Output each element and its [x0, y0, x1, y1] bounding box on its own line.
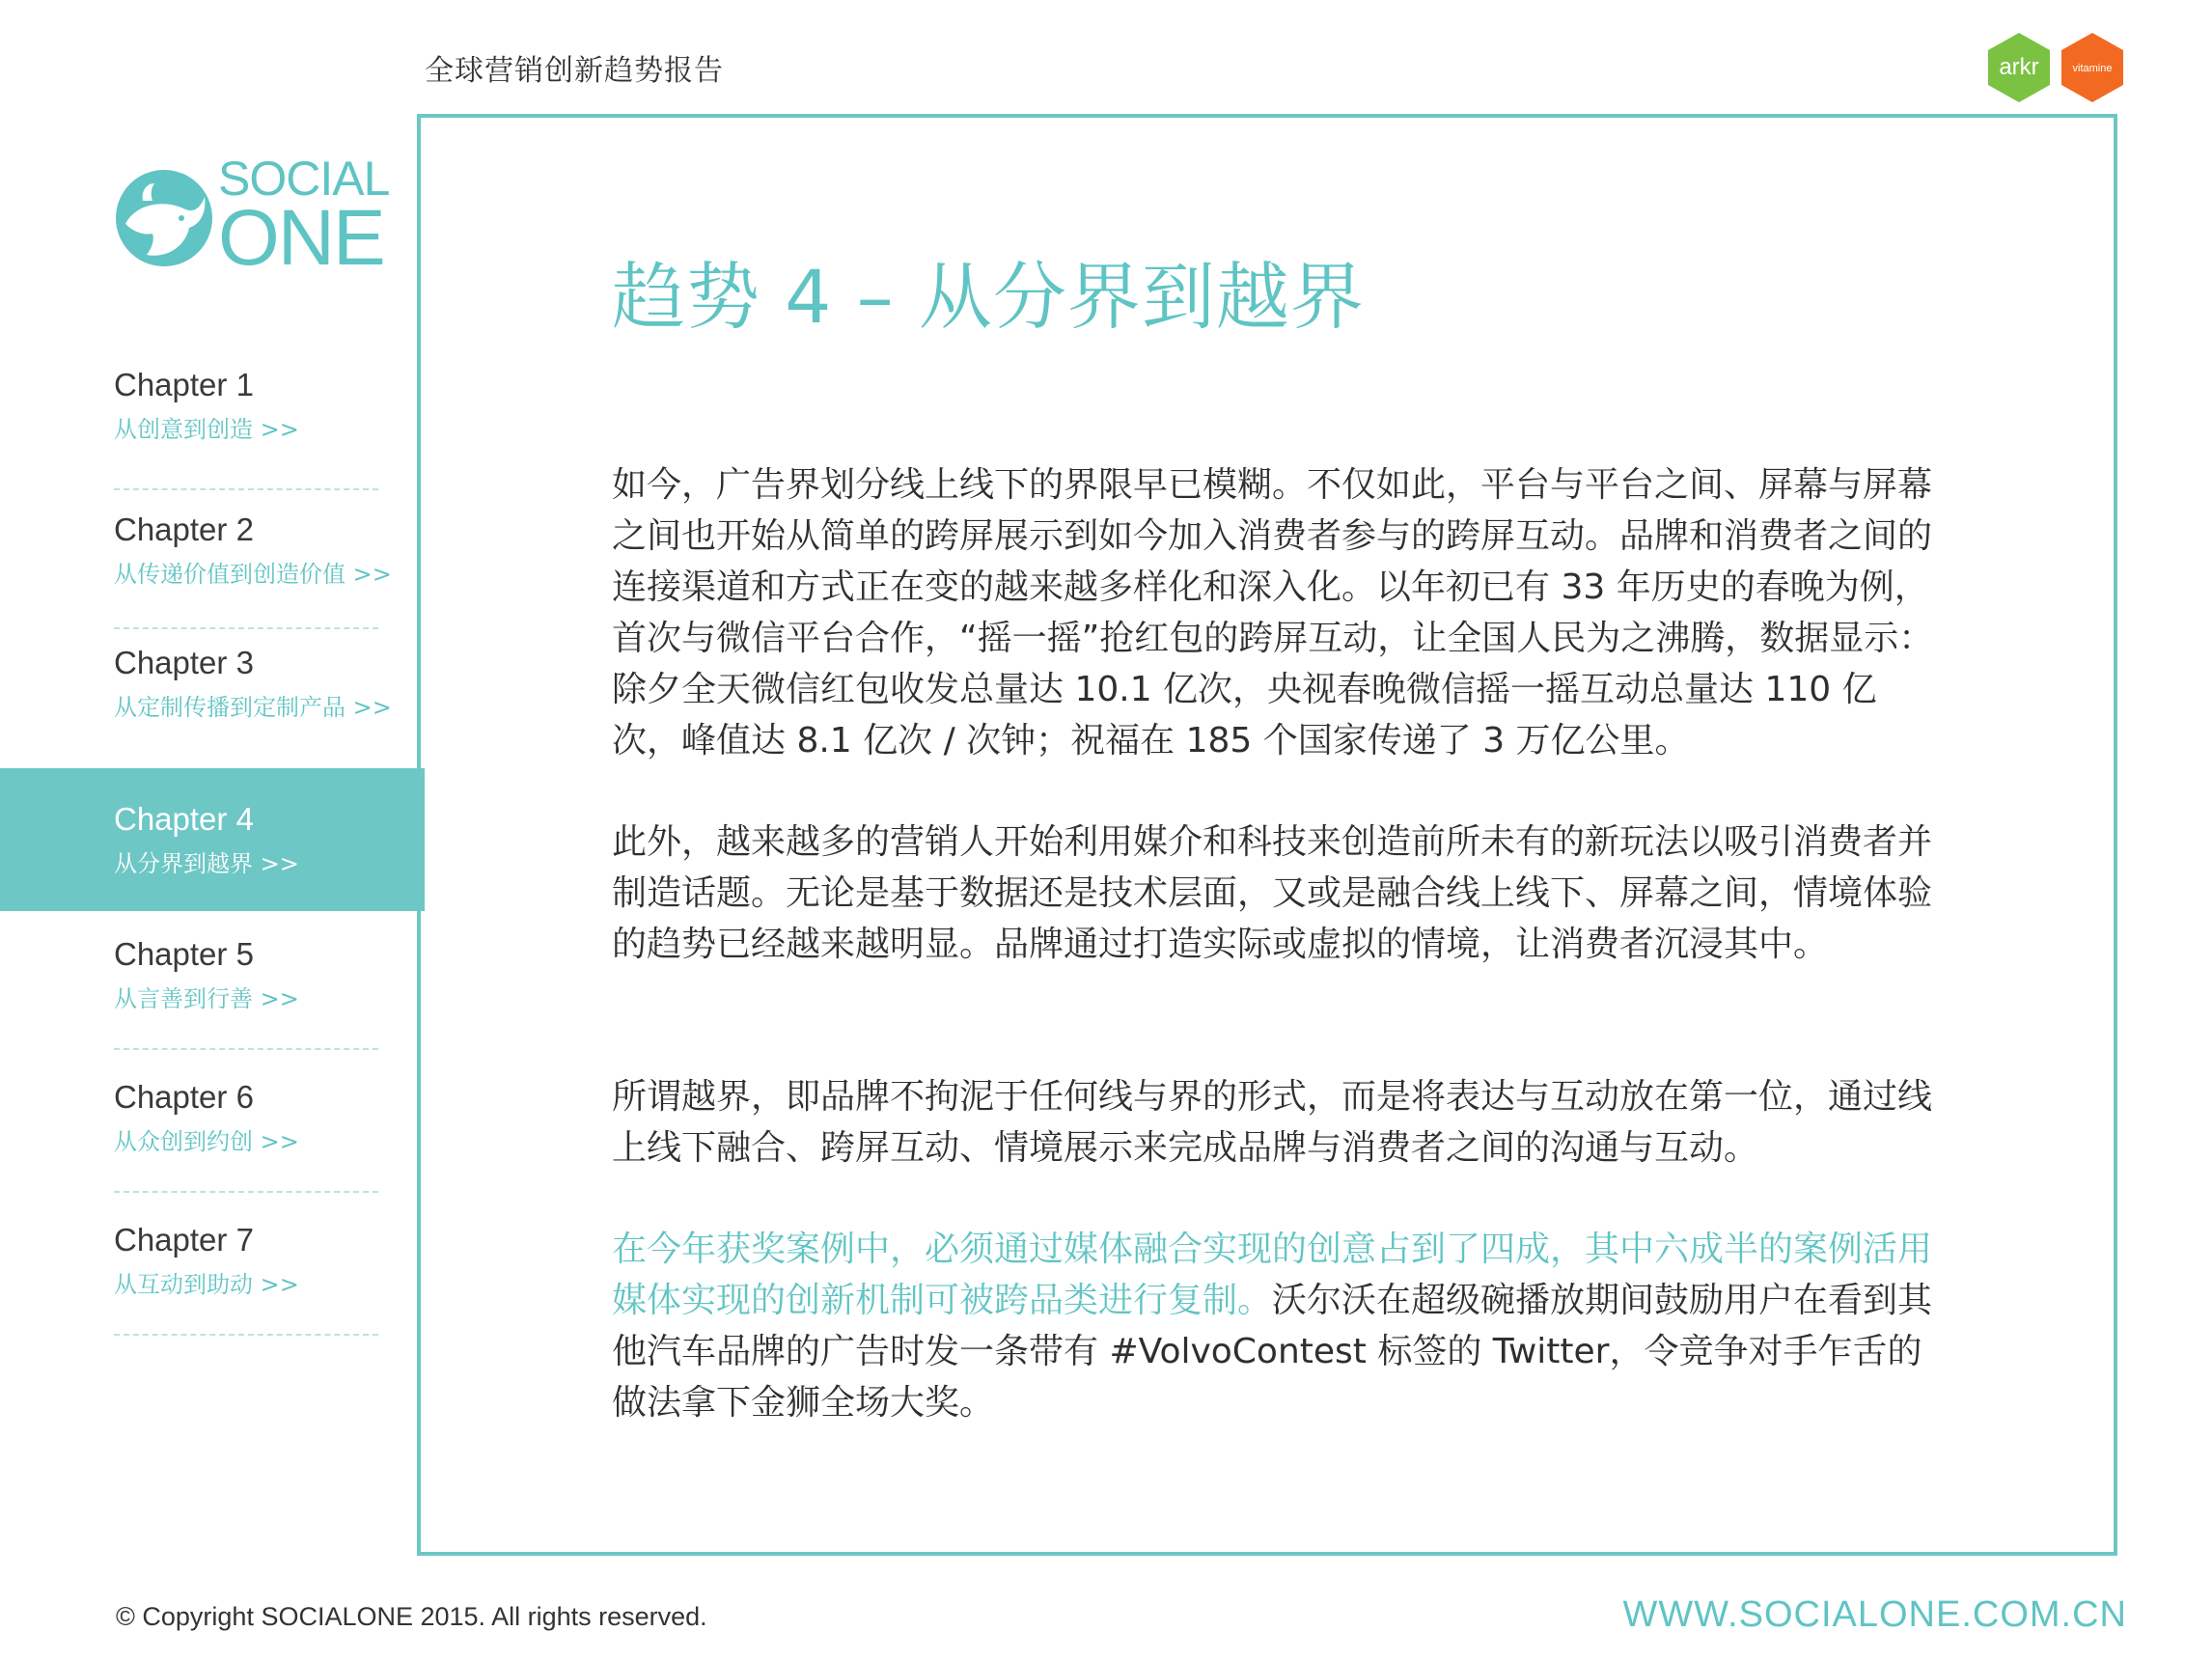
chapter-divider	[114, 1048, 378, 1050]
paragraph-3: 所谓越界，即品牌不拘泥于任何线与界的形式，而是将表达与互动放在第一位，通过线上线下融合、跨屏互动、情境展示来完成品牌与消费者之间的沟通与互动。	[612, 1077, 1933, 1168]
chapter-title: Chapter 6	[114, 1079, 254, 1115]
chapter-link[interactable]: 从创意到创造 >>	[114, 416, 299, 443]
report-title: 全球营销创新趋势报告	[425, 54, 724, 88]
chapter-title: Chapter 4	[114, 801, 254, 837]
chapter-link[interactable]: 从众创到约创 >>	[114, 1128, 299, 1155]
chapter-link[interactable]: 从言善到行善 >>	[114, 985, 299, 1012]
chapter-title: Chapter 2	[114, 512, 254, 547]
paragraph-2: 此外，越来越多的营销人开始利用媒介和科技来创造前所未有的新玩法以吸引消费者并制造话题。无论是基于数据还是技术层面，又或是融合线上线下、屏幕之间，情境体验的趋势已经越来越明显。品牌通过打造实际或虚拟的情境，让消费者沉浸其中。	[612, 822, 1933, 964]
chapter-title: Chapter 7	[114, 1222, 254, 1258]
chapter-divider	[114, 488, 378, 490]
vitamine-logo-text: vitamine	[2072, 63, 2113, 74]
chapter-divider	[114, 1334, 378, 1336]
partner-logos	[1984, 29, 2129, 106]
page-title: 趋势 4 – 从分界到越界	[612, 254, 1365, 340]
brand-line1: SOCIAL	[218, 152, 390, 206]
sidebar-item-chapter-4[interactable]	[0, 768, 425, 911]
socialone-logo[interactable]	[114, 154, 394, 280]
vitamine-logo	[2061, 33, 2123, 102]
chapter-link[interactable]: 从分界到越界 >>	[114, 850, 299, 877]
chapter-link[interactable]: 从互动到助动 >>	[114, 1271, 299, 1298]
chapter-title: Chapter 5	[114, 936, 254, 972]
copyright-text: © Copyright SOCIALONE 2015. All rights reserved.	[116, 1602, 707, 1631]
arkr-logo-text: arkr	[1999, 54, 2039, 80]
chapter-link[interactable]: 从定制传播到定制产品 >>	[114, 694, 392, 721]
chapter-title: Chapter 3	[114, 645, 254, 680]
chapter-link[interactable]: 从传递价值到创造价值 >>	[114, 561, 392, 588]
brand-wordmark	[218, 152, 390, 282]
chapter-title: Chapter 1	[114, 367, 254, 402]
paragraph-4-text: 沃尔沃在超级碗播放期间鼓励用户在看到其他汽车品牌的广告时发一条带有 #VolvoContest 标签的 Twitter，令竞争对手乍舌的做法拿下金狮全场大奖。	[612, 1281, 1933, 1423]
paragraph-4	[612, 1224, 1944, 1428]
whale-icon	[114, 164, 214, 272]
highlight-text: 在今年获奖案例中，必须通过媒体融合实现的创意占到了四成，其中六成半的案例活用媒体实现的创新机制可被跨品类进行复制。	[612, 1230, 1933, 1320]
website-link[interactable]: WWW.SOCIALONE.COM.CN	[1622, 1594, 2127, 1635]
chapter-divider	[114, 1191, 378, 1193]
brand-line2: ONE	[218, 194, 384, 282]
chapter-divider	[114, 627, 378, 629]
arkr-logo	[1988, 33, 2050, 102]
paragraph-1: 如今，广告界划分线上线下的界限早已模糊。不仅如此，平台与平台之间、屏幕与屏幕之间也开始从简单的跨屏展示到如今加入消费者参与的跨屏互动。品牌和消费者之间的连接渠道和方式正在变的越来越多样化和深入化。以年初已有 33 年历史的春晚为例，首次与微信平台合作，“摇一摇”抢红包的跨屏互动，让全国人民为之沸腾，数据显示：除夕全天微信红包收发总量达 10.1 亿次，央视春晚微信摇一摇互动总量达 110 亿次，峰值达 8.1 亿次 / 次钟；祝福在 185 个国家传递了 3 万亿公里。	[612, 465, 1934, 760]
